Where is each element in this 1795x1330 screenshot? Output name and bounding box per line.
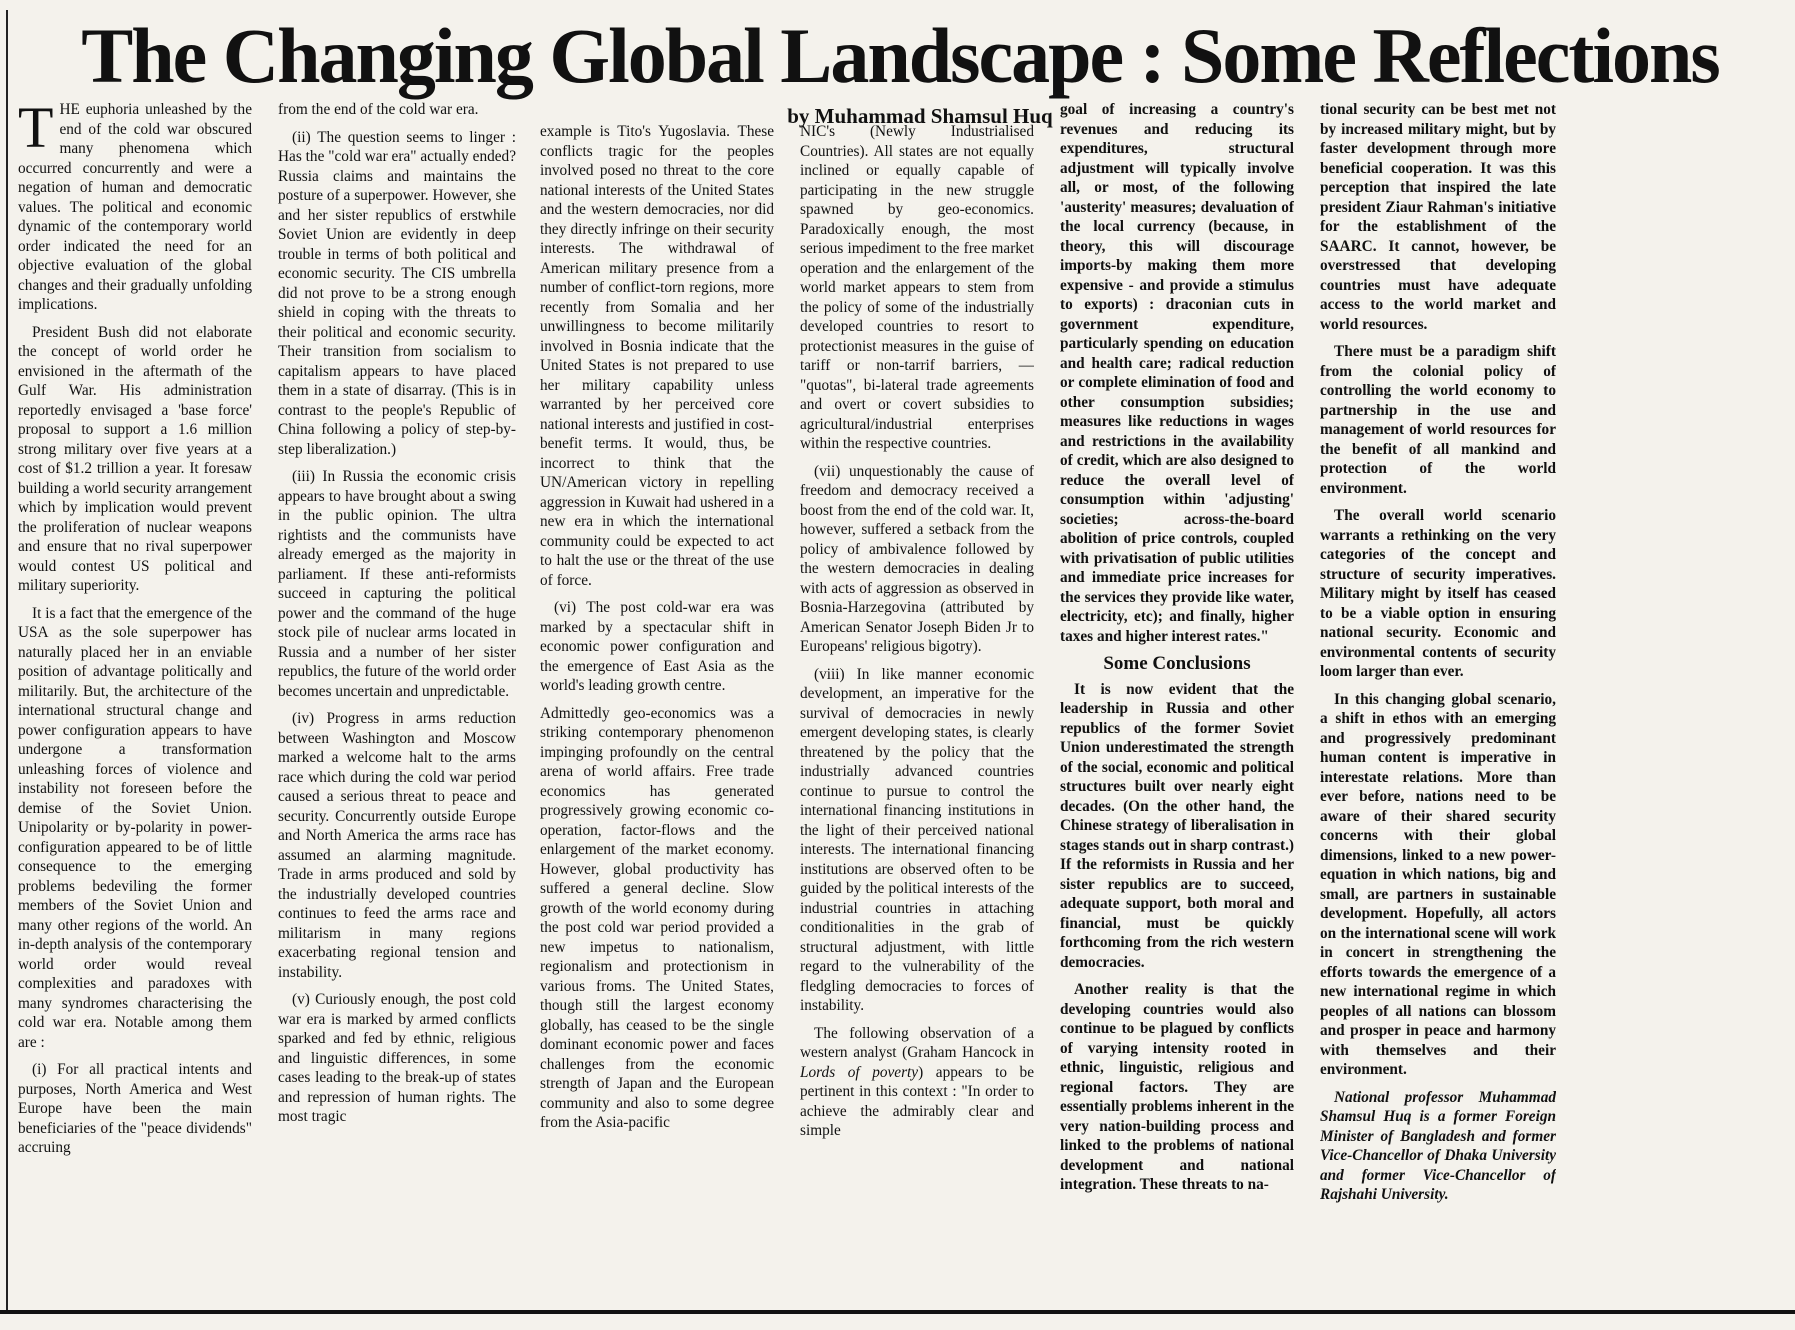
bottom-rule <box>0 1310 1795 1314</box>
paragraph-6-2: There must be a paradigm shift from the colonial policy of controlling the world economy to partnership in the use and management of world resources for the benefit of all mankind and protection of the world environment. <box>1320 343 1556 497</box>
column-3 <box>540 122 774 1330</box>
paragraph-2-3: (iii) In Russia the economic crisis appears to have brought about a swing in the public opinion. The ultra rightists and the communists have already emerged as the majority in parliament. If these anti-reformists succeed in capturing the political power and the command of the huge stock pile of nuclear arms located in Russia and a number of her sister republics, the future of the world order becomes uncertain and unpredictable. <box>278 468 516 700</box>
column-6 <box>1320 100 1556 1308</box>
left-border-rule <box>6 10 8 1310</box>
author-bio: National professor Muhammad Shamsul Huq is a former Foreign Minister of Bangladesh and former Vice-Chancellor of Dhaka University and former Vice-Chancellor of Rajshahi University. <box>1320 1088 1556 1203</box>
headline: The Changing Global Landscape : Some Reflections <box>81 12 1719 99</box>
paragraph-5-3: Another reality is that the developing countries would also continue to be plagued by conflicts of varying intensity rooted in ethnic, linguistic, religious and regional factors. They are essentially problems inherent in the very nation-building process and linked to the problems of national development and national integration. These threats to na- <box>1060 981 1294 1193</box>
paragraph-3-1: example is Tito's Yugoslavia. These conflicts tragic for the peoples involved posed no threat to the core national interests of the United States and the western democracies, nor did they directly infringe on their security interests. The withdrawal of American military presence from a number of conflict-torn regions, more recently from Somalia and her unwillingness to become militarily involved in Bosnia indicate that the United States is not prepared to use her military capability unless warranted by her perceived core national interests and justified in cost-benefit terms. It would, thus, be incorrect to think that the UN/American victory in repelling aggression in Kuwait had ushered in a new era in which the international community could be expected to act to halt the use or the threat of the use of force. <box>540 123 774 589</box>
column-2 <box>278 100 516 1308</box>
subheading-conclusions: Some Conclusions <box>1103 653 1251 674</box>
paragraph-1-1 <box>18 100 252 315</box>
paragraph-1-4: (i) For all practical intents and purposes, North America and West Europe have been the main beneficiaries of the "peace dividends" accruing <box>18 1061 252 1156</box>
paragraph-2-2: (ii) The question seems to linger : Has the "cold war era" actually ended? Russia claims and maintains the posture of a superpower. However, she and her sister republics of erstwhile Soviet Union are evidently in deep trouble in terms of both political and economic security. The CIS umbrella did not prove to be a strong enough shield in coping with the threats to their political and economic security. Their transition from socialism to capitalism appears to have placed them in a state of disarray. (This is in contrast to the people's Republic of China following a policy of step-by-step liberalization.) <box>278 128 516 458</box>
book-title: Lords of poverty <box>800 1063 919 1081</box>
paragraph-5-1: goal of increasing a country's revenues and reducing its expenditures, structural adjustment will typically involve all, or most, of the following 'austerity' measures; devaluation of the local currency (because, in theory, this will discourage imports-by making them more expensive - and provide a stimulus to exports) : draconian cuts in government expenditure, particularly spending on education and health care; radical reduction or complete elimination of food and other consumption subsidies; measures like reductions in wages and restrictions in the availability of credit, which are also designed to reduce the overall level of consumption within 'adjusting' societies; across-the-board abolition of price controls, coupled with privatisation of public utilities and immediate price increases for the services they provide like water, electricity, etc); and finally, higher taxes and higher interest rates." <box>1060 101 1294 645</box>
paragraph-1-2: President Bush did not elaborate the concept of world order he envisioned in the aftermath of the Gulf War. His administration reportedly envisaged a 'base force' proposal to support a 1.6 million strong military over five years at a cost of $1.2 trillion a year. It foresaw building a world security arrangement which by implication would prevent the proliferation of nuclear weapons and ensure that no rival superpower would contest US political and military superiority. <box>18 323 252 594</box>
paragraph-2-1: from the end of the cold war era. <box>278 101 479 118</box>
column-4 <box>800 122 1034 1330</box>
paragraph-4-2: (vii) unquestionably the cause of freedom and democracy received a boost from the end of the cold war. It, however, suffered a setback from the policy of ambivalence followed by the western democracies in dealing with acts of aggression as observed in Bosnia-Harzegovina (attributed by American Senator Joseph Biden Jr to Europeans' religious bigotry). <box>800 462 1034 655</box>
paragraph-4-3: (viii) In like manner economic development, an imperative for the survival of democracies in newly emergent developing states, is clearly threatened by the policy that the industrially advanced countries continue to pursue to control the international financing institutions in the light of their perceived national interests. The international financing institutions are observed often to be guided by the political interests of the industrial countries in attaching conditionalities in the grab of structural adjustment, with little regard to the vulnerability of the fledgling democracies to forces of instability. <box>800 665 1034 1014</box>
paragraph-text: ) appears to be pertinent in this context : "In order to achieve the admirably clear and simple <box>800 1063 1034 1139</box>
column-1 <box>18 100 252 1308</box>
paragraph-4-4 <box>800 1024 1034 1141</box>
paragraph-text: The following observation of a western analyst (Graham Hancock in <box>800 1024 1034 1061</box>
paragraph-6-3: The overall world scenario warrants a rethinking on the very categories of the concept and structure of security imperatives. Military might by itself has ceased to be a viable option in ensuring national security. Economic and environmental contents of security loom larger than ever. <box>1320 507 1556 680</box>
paragraph-text: HE euphoria unleashed by the end of the cold war obscured many phenomena which occurred concurrently and were a negation of human and democratic values. The political and economic dynamic of the contemporary world order indicated the need for an objective evaluation of the global changes and their gradually unfolding implications. <box>18 101 252 313</box>
paragraph-3-3: Admittedly geo-economics was a striking contemporary phenomenon impinging profoundly on the central arena of world affairs. Free trade economics has generated progressively growing economic co-operation, factor-flows and the enlargement of the market economy. However, global productivity has suffered a general decline. Slow growth of the world economy during the post cold war period provided a new impetus to nationalism, regionalism and protectionism in various froms. The United States, though still the largest economy globally, has ceased to be the single dominant economic power and faces challenges from the economic strength of Japan and the European community and also to some degree from the Asia-pacific <box>540 704 774 1131</box>
paragraph-2-5: (v) Curiously enough, the post cold war era is marked by armed conflicts sparked and fed by ethnic, religious and linguistic differences, in some cases leading to the break-up of states and repression of human rights. The most tragic <box>278 991 516 1125</box>
drop-cap: T <box>18 100 54 160</box>
byline: by Muhammad Shamsul Huq <box>787 104 1053 128</box>
column-5 <box>1060 100 1294 1308</box>
paragraph-3-2: (vi) The post cold-war era was marked by a spectacular shift in economic power configuration and the emergence of East Asia as the world's leading growth centre. <box>540 599 774 694</box>
paragraph-5-2: It is now evident that the leadership in Russia and other republics of the former Soviet Union underestimated the strength of the social, economic and political structures built over nearly eight decades. (On the other hand, the Chinese strategy of liberalisation in stages stands out in sharp contrast.) If the reformists in Russia and her sister republics are to succeed, adequate support, both moral and financial, must be quickly forthcoming from the rich western democracies. <box>1060 680 1294 971</box>
paragraph-1-3: It is a fact that the emergence of the USA as the sole superpower has naturally placed her in an enviable position of advantage politically and militarily. But, the architecture of the international structural change and power configuration appears to have undergone a transformation unleashing forces of violence and instability not foreseen before the demise of the Soviet Union. Unipolarity or by-polarity in power-configuration appeared to be of little consequence to the emerging problems bedeviling the former members of the Soviet Union and many other regions of the world. An in-depth analysis of the contemporary world order would reveal complexities and paradoxes with many syndromes characterising the cold war era. Notable among them are : <box>18 604 252 1051</box>
paragraph-6-4: In this changing global scenario, a shift in ethos with an emerging and progressively predominant human content is imperative in interestate relations. More than ever before, nations need to be aware of their shared security concerns with their global dimensions, linked to a new power-equation in which nations, big and small, are partners in sustainable development. Hopefully, all actors on the international scene will work in concert in strengthening the efforts towards the emergence of a new international regime in which peoples of all nations can blossom and prosper in peace and harmony with themselves and their environment. <box>1320 690 1556 1078</box>
paragraph-2-4: (iv) Progress in arms reduction between Washington and Moscow marked a welcome halt to the arms race which during the cold war period caused a serious threat to peace and security. Concurrently outside Europe and North America the arms race has assumed an alarming magnitude. Trade in arms produced and sold by the industrially developed countries continues to feed the arms race and militarism in many regions exacerbating regional tension and instability. <box>278 710 516 981</box>
paragraph-4-1: NIC's (Newly Industrialised Countries). All states are not equally inclined or equally capable of participating in the new struggle spawned by geo-economics. Paradoxically enough, the most serious impediment to the free market operation and the enlargement of the world market appears to stem from the policy of some of the industrially developed countries to resort to protectionist measures in the guise of tariff or non-tarrif barriers, — "quotas", bi-lateral trade agreements and overt or covert subsidies to agricultural/industrial enterprises within the respective countries. <box>800 123 1034 452</box>
paragraph-6-1: tional security can be best met not by increased military might, but by faster development through more beneficial cooperation. It was this perception that inspired the late president Ziaur Rahman's initiative for the establishment of the SAARC. It cannot, however, be overstressed that developing countries must have adequate access to the world market and world resources. <box>1320 101 1556 333</box>
